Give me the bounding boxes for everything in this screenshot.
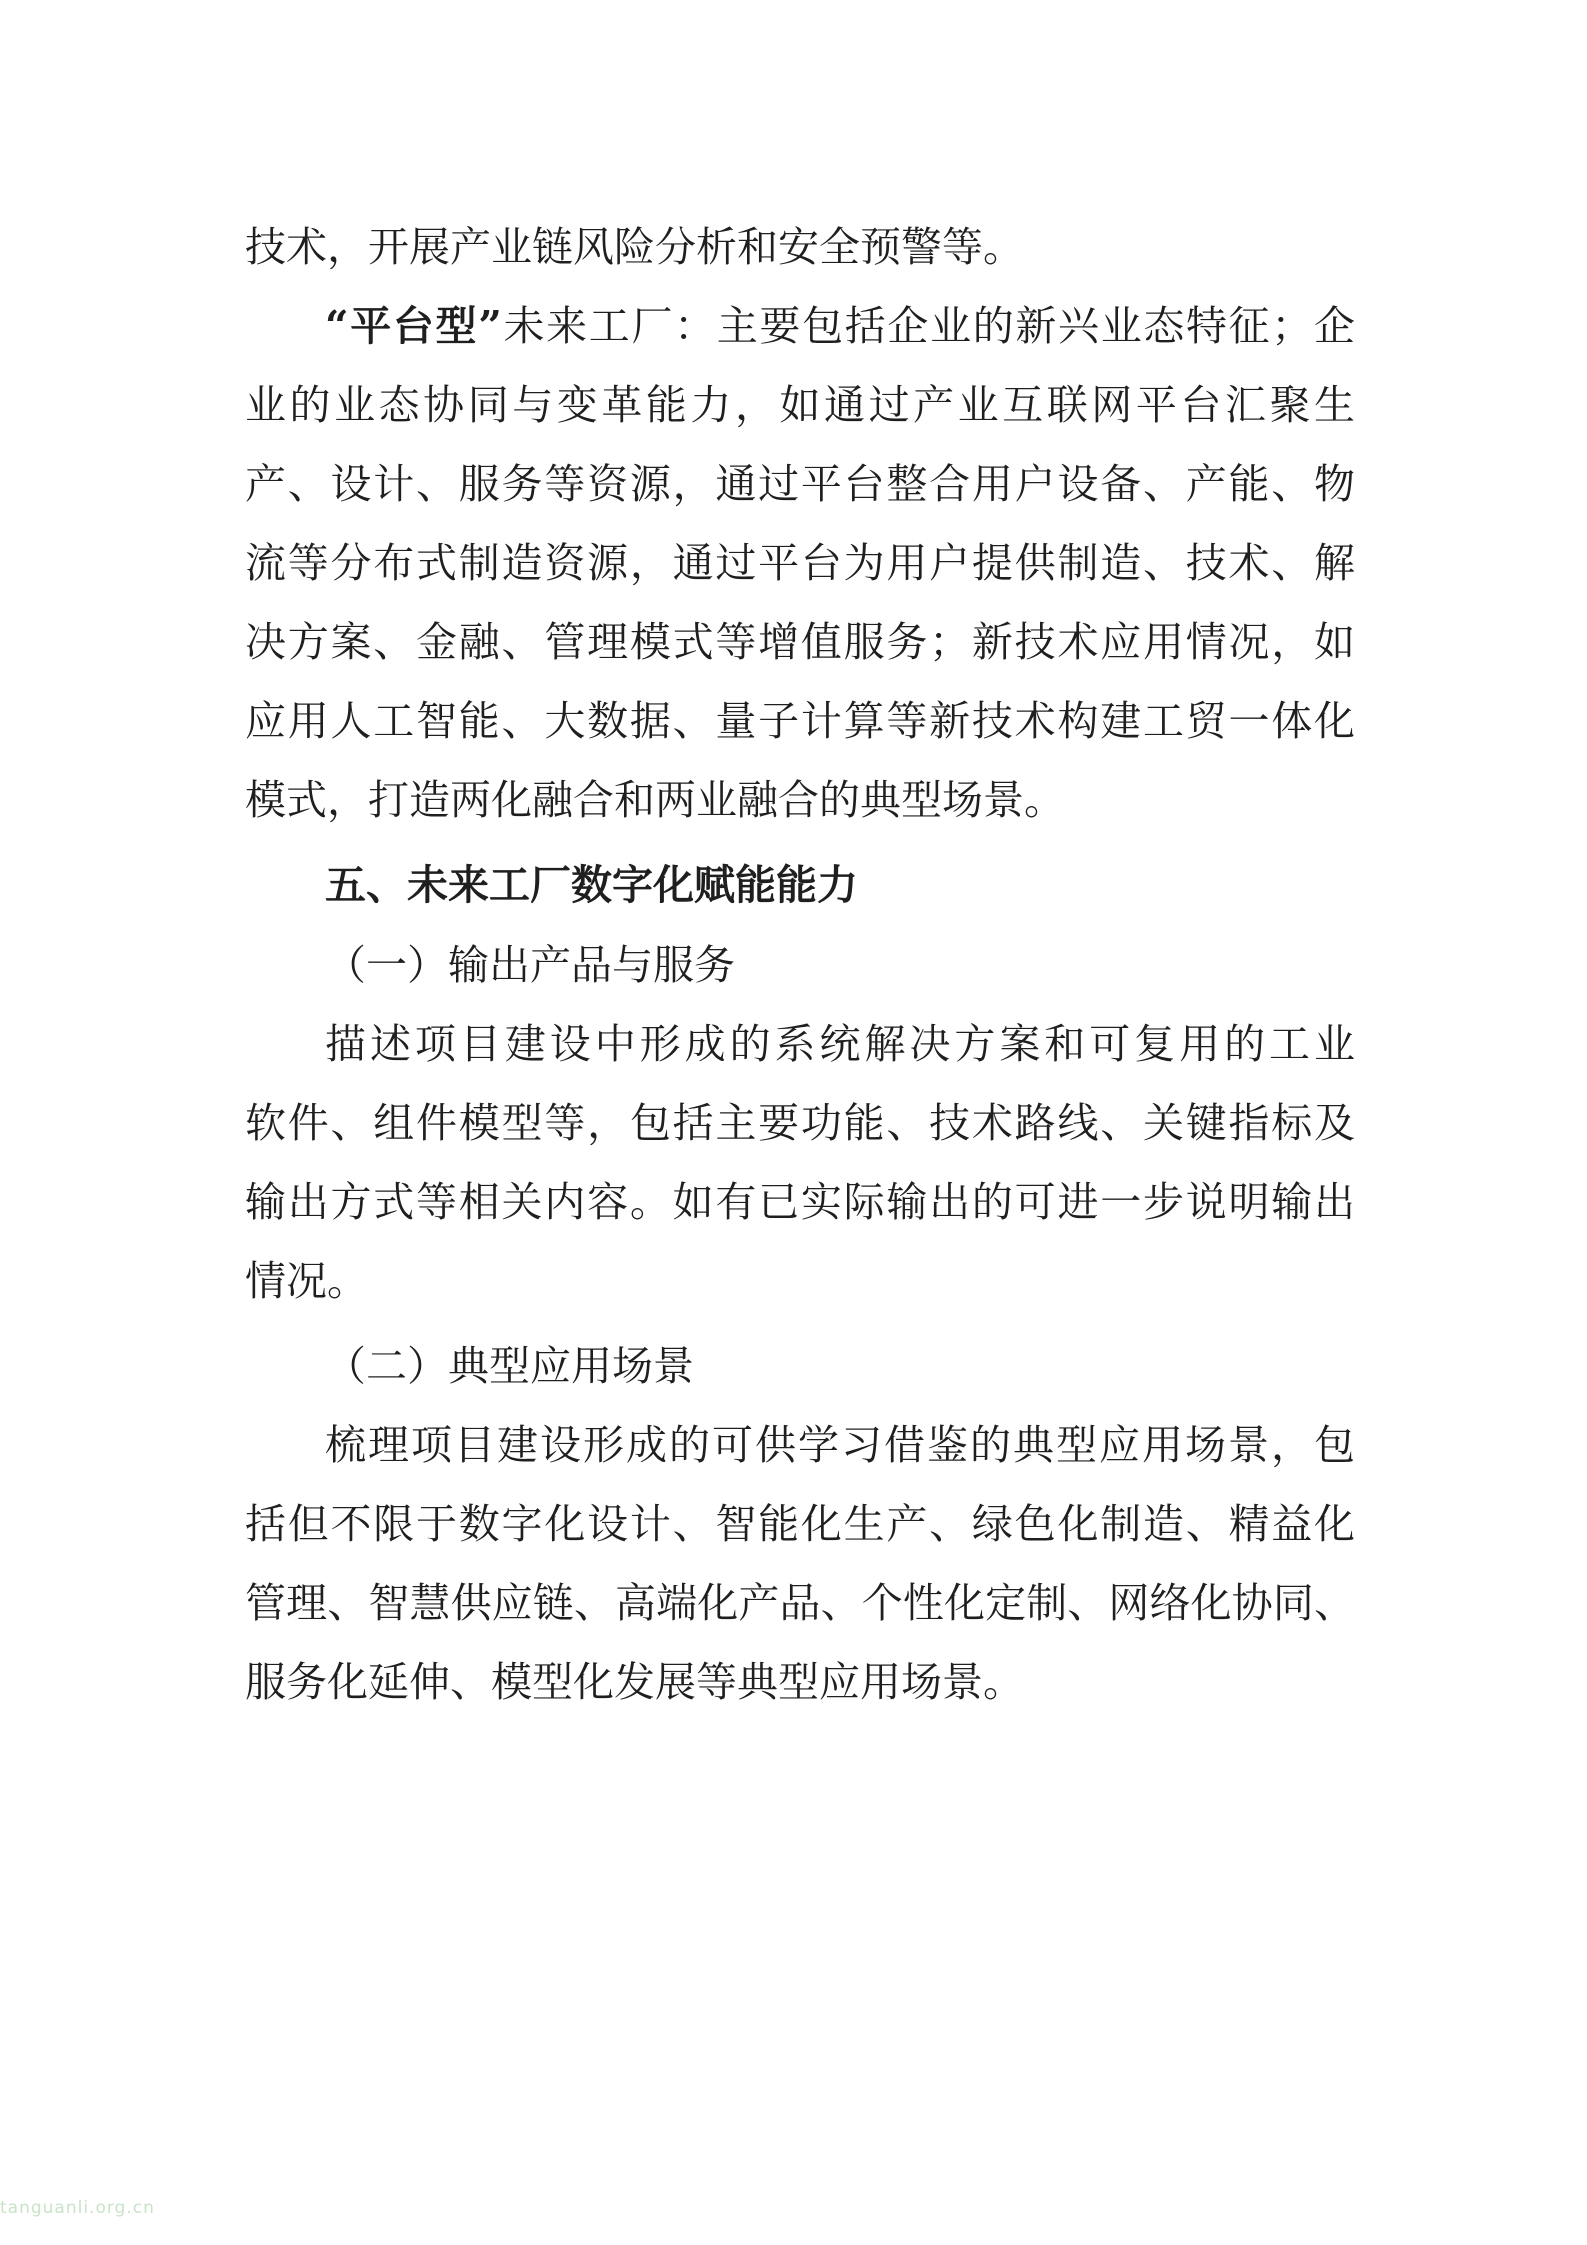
paragraph-line: 模式，打造两化融合和两业融合的典型场景。 bbox=[245, 776, 1065, 824]
paragraph-line: 技术，开展产业链风险分析和安全预警等。 bbox=[245, 223, 1024, 271]
section-heading: 五、未来工厂数字化赋能能力 bbox=[325, 861, 858, 909]
paragraph-text: 未来工厂：主要包括企业的新兴业态特征；企 bbox=[501, 302, 1356, 350]
paragraph-line: 流等分布式制造资源，通过平台为用户提供制造、技术、解 bbox=[245, 539, 1355, 587]
paragraph-line: 决方案、金融、管理模式等增值服务；新技术应用情况，如 bbox=[245, 618, 1355, 666]
paragraph-line: 括但不限于数字化设计、智能化生产、绿色化制造、精益化 bbox=[245, 1500, 1355, 1548]
paragraph-line: 应用人工智能、大数据、量子计算等新技术构建工贸一体化 bbox=[245, 697, 1355, 745]
platform-type-term: “平台型” bbox=[325, 302, 502, 350]
watermark-text: tanguanli.org.cn bbox=[0, 2198, 155, 2218]
subsection-heading: （二）典型应用场景 bbox=[325, 1342, 694, 1390]
subsection-heading: （一）输出产品与服务 bbox=[325, 941, 735, 989]
paragraph-line: 管理、智慧供应链、高端化产品、个性化定制、网络化协同、 bbox=[245, 1579, 1355, 1627]
paragraph-line: 业的业态协同与变革能力，如通过产业互联网平台汇聚生 bbox=[245, 381, 1355, 429]
paragraph-line: 梳理项目建设形成的可供学习借鉴的典型应用场景，包 bbox=[325, 1421, 1355, 1469]
paragraph-line: 输出方式等相关内容。如有已实际输出的可进一步说明输出 bbox=[245, 1178, 1355, 1226]
paragraph-line: 描述项目建设中形成的系统解决方案和可复用的工业 bbox=[325, 1020, 1355, 1068]
paragraph-line: 服务化延伸、模型化发展等典型应用场景。 bbox=[245, 1658, 1024, 1706]
paragraph-line: 软件、组件模型等，包括主要功能、技术路线、关键指标及 bbox=[245, 1099, 1355, 1147]
paragraph-line: 情况。 bbox=[245, 1257, 368, 1305]
paragraph-line: 产、设计、服务等资源，通过平台整合用户设备、产能、物 bbox=[245, 460, 1355, 508]
platform-factory-line bbox=[325, 296, 1355, 356]
